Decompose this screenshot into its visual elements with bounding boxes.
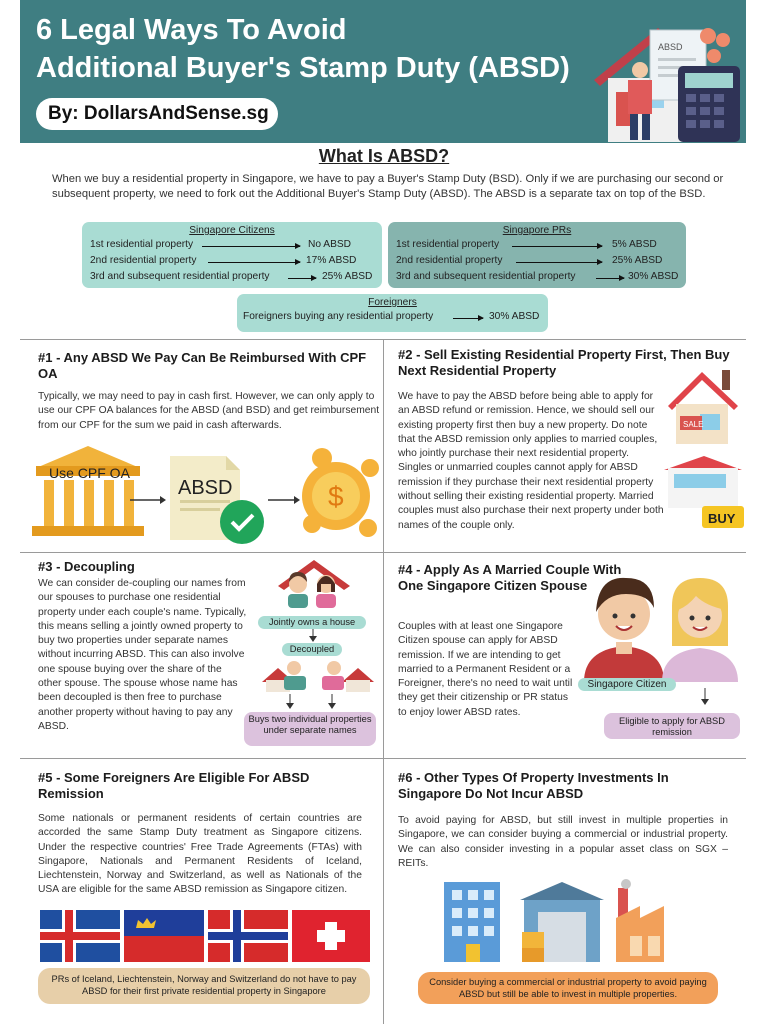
rate-value: No ABSD <box>308 239 352 250</box>
house-calculator-illustration <box>588 18 746 143</box>
section6-text: To avoid paying for ABSD, but still invest in multiple properties in Singapore, we can consider buying a commercial or industrial property. We can also consider investing in a popular asset class on SGX – REITs. <box>398 815 728 869</box>
rate-label: Foreigners buying any residential property <box>243 311 434 322</box>
page-title-line2: Additional Buyer's Stamp Duty (ABSD) <box>36 52 570 84</box>
rate-value: 5% ABSD <box>612 239 657 250</box>
rate-value: 25% ABSD <box>612 255 663 266</box>
rate-label: 3rd and subsequent residential property <box>90 271 270 282</box>
rate-value: 17% ABSD <box>306 255 357 266</box>
eligible-label: Eligible to apply for ABSD remission <box>604 713 740 739</box>
buy-house-icon <box>664 456 744 528</box>
norway-flag-icon <box>208 910 288 962</box>
foreigners-heading: Foreigners <box>368 297 417 308</box>
rate-row <box>388 255 686 271</box>
section2-title: #2 - Sell Existing Residential Property First, Then Buy Next Residential Property <box>398 347 730 378</box>
svg-text:$: $ <box>328 481 344 512</box>
citizens-rate-box <box>82 222 382 288</box>
checkmark-icon <box>220 500 264 544</box>
section3-title: #3 - Decoupling <box>38 559 135 574</box>
section1-title: #1 - Any ABSD We Pay Can Be Reimbursed With CPF OA <box>38 350 367 381</box>
buy-sign: BUY <box>708 511 736 526</box>
foreigners-rate-box <box>237 294 548 332</box>
switzerland-flag-icon <box>292 910 370 962</box>
section2-text: We have to pay the ABSD before being able to apply for an ABSD refund or remission. Hence, we should sell our existing property first then buy a new property. Do note that the ABSD remission only applies to married couples, who jointly purchase their next residential property. Singles or unmarried couples cannot apply for ABSD remission if they purchase their next residential property without selling their existing residential property. Married couples must also purchase their next property under both names of the couple only. <box>398 391 664 531</box>
commercial-properties-illustration <box>440 878 700 964</box>
rate-row <box>82 271 382 287</box>
doc-label: ABSD <box>178 477 233 499</box>
section4-title: #4 - Apply As A Married Couple With One Singapore Citizen Spouse <box>398 562 622 593</box>
bank-icon <box>32 446 144 536</box>
rate-row <box>388 239 686 255</box>
rate-value: 30% ABSD <box>489 311 540 322</box>
citizens-heading: Singapore Citizens <box>189 225 275 236</box>
sale-house-icon <box>668 370 738 444</box>
section4-text: Couples with at least one Singapore Citizen spouse can apply for ABSD remission. If we are intending to get married to a Permanent Resident or a Foreigner, there's no need to wait until they get their citizenship or PR status to enjoy lower ABSD rates. <box>398 621 573 718</box>
divider <box>383 339 384 1024</box>
rate-label: 2nd residential property <box>90 255 197 266</box>
section6-title: #6 - Other Types Of Property Investments In Singapore Do Not Incur ABSD <box>398 770 669 801</box>
iceland-flag-icon <box>40 910 120 962</box>
section5-title: #5 - Some Foreigners Are Eligible For ABSD Remission <box>38 770 310 801</box>
illustration-doc-label: ABSD <box>658 42 683 52</box>
section1-text: Typically, we may need to pay in cash first. However, we can only apply to use our CPF OA balances for the ABSD (and BSD) and get reimbursement from our CPF for the sum we paid in cash afterwards. <box>38 391 380 431</box>
prs-rate-box <box>388 222 686 288</box>
arrow-icon <box>596 278 624 279</box>
intro-text: When we buy a residential property in Singapore, we have to pay a Buyer's Stamp Duty (BSD). Only if we are purchasing our second or subsequent property, we need to fork out the Additional Buyer's Stamp Duty (ABSD). The ABSD is a separate tax on top of the BSD. <box>52 173 724 200</box>
couple-illustration <box>578 566 744 682</box>
rate-value: 25% ABSD <box>322 271 373 282</box>
flags-row <box>40 910 370 962</box>
bank-label: Use CPF OA <box>49 465 130 481</box>
page-title-line1: 6 Legal Ways To Avoid <box>36 14 347 46</box>
rate-row <box>82 255 382 271</box>
factory-icon <box>616 879 664 962</box>
arrow-down-icon <box>700 688 710 706</box>
section5-note: PRs of Iceland, Liechtenstein, Norway and Switzerland do not have to pay ABSD for their first private residential property in Singapore <box>38 968 370 1004</box>
rate-label: 3rd and subsequent residential property <box>396 271 576 282</box>
wife-icon <box>662 578 738 682</box>
arrow-icon <box>516 262 602 263</box>
cpf-flow-illustration <box>32 444 382 544</box>
husband-icon <box>584 578 664 682</box>
joint-owner-label: Jointly owns a house <box>258 616 366 629</box>
arrows-down-icon <box>282 694 342 710</box>
sell-buy-illustration <box>664 366 746 532</box>
sale-sign: SALE <box>683 420 704 429</box>
intro-heading: What Is ABSD? <box>318 146 450 166</box>
prs-heading: Singapore PRs <box>502 225 572 236</box>
rate-value: 30% ABSD <box>628 271 679 282</box>
arrow-icon <box>288 278 316 279</box>
office-building-icon <box>444 882 500 962</box>
arrow-icon <box>202 246 300 247</box>
section6-note: Consider buying a commercial or industrial property to avoid paying ABSD but still be able to invest in multiple properties. <box>418 972 718 1004</box>
arrow-icon <box>453 318 483 319</box>
byline-badge: By: DollarsAndSense.sg <box>36 98 278 130</box>
arrow-icon <box>512 246 602 247</box>
liechtenstein-flag-icon <box>124 910 204 962</box>
rate-row <box>237 311 548 327</box>
rate-label: 2nd residential property <box>396 255 503 266</box>
warehouse-icon <box>520 882 604 962</box>
rate-row <box>388 271 686 287</box>
arrow-icon <box>208 262 300 263</box>
rate-label: 1st residential property <box>90 239 194 250</box>
coins-icon <box>302 448 379 537</box>
decoupled-label: Decoupled <box>282 643 342 656</box>
section3-text: We can consider de-coupling our names from our spouses to purchase one residential property under each couple's name. Typically, this means selling a jointly owned property to buy two properties under separate names without incurring ABSD. This can also involve one spouse buying over the share of the other spouse. The spouse whose name has been decoupled is then free to purchase another property without having to pay any ABSD. <box>38 578 247 732</box>
rate-row <box>82 239 382 255</box>
buys-two-label: Buys two individual properties under separate names <box>244 712 376 746</box>
section5-text: Some nationals or permanent residents of certain countries are accorded the same Stamp Duty treatment as Singapore citizens. Under the respective countries' Free Trade Agreements (FTAs) with Singapore, Nationals and Permanent Residents of Iceland, Liechtenstein, Norway and Switzerland, as well as Nationals of the USA are eligible for the same ABSD remission as Singapore citizen. <box>38 813 362 896</box>
citizen-label: Singapore Citizen <box>578 678 676 691</box>
rate-label: 1st residential property <box>396 239 500 250</box>
